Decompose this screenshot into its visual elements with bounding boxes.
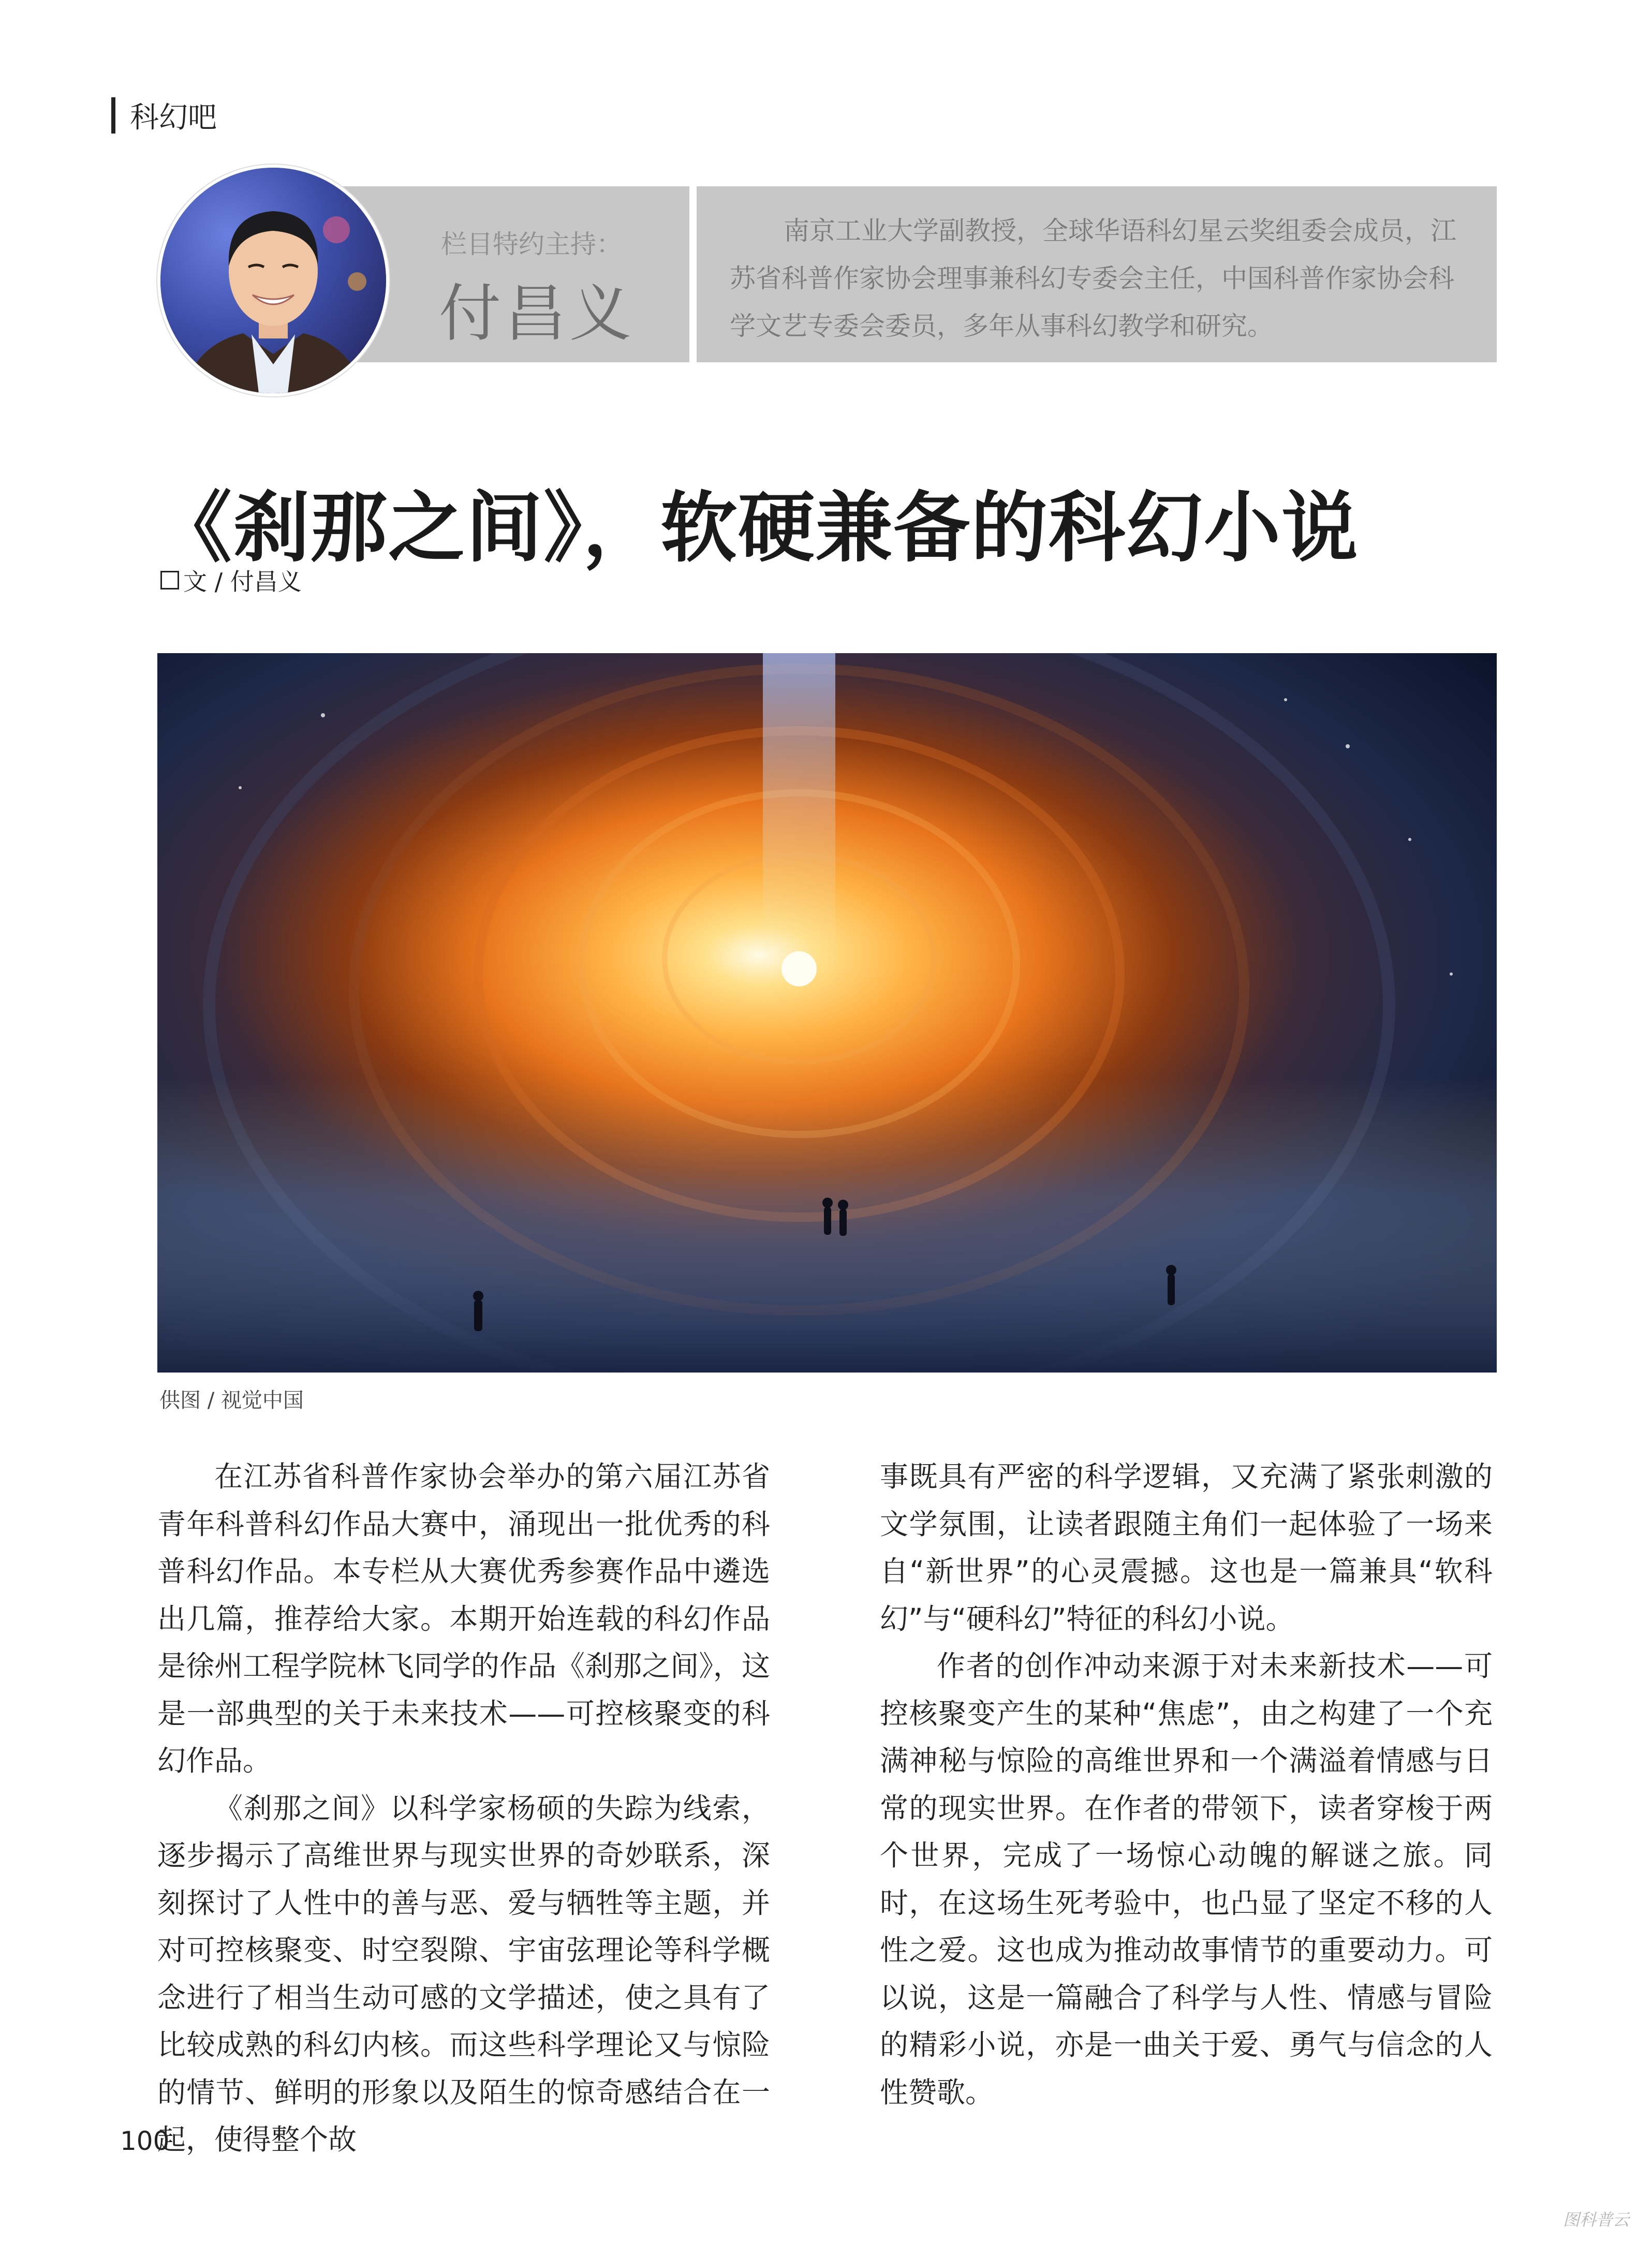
byline-box-icon — [160, 571, 179, 589]
body-paragraph: 《刹那之间》以科学家杨硕的失踪为线索，逐步揭示了高维世界与现实世界的奇妙联系，深刻探讨了人性中的善与恶、爱与牺牲等主题，并对可控核聚变、时空裂隙、宇宙弦理论等科学概念进行了相当生动可感的文学描述，使之具有了比较成熟的科幻内核。而这些科学理论又与惊险的情节、鲜明的形象以及陌生的惊奇感结合在一起，使得整个故 — [157, 1791, 770, 2156]
byline-text: 文 / 付昌义 — [183, 568, 302, 596]
image-credit: 供图 / 视觉中国 — [159, 1389, 304, 1412]
body-column-right — [880, 1453, 1493, 2116]
section-label: 科幻吧 — [130, 101, 217, 135]
body-paragraph: 事既具有严密的科学逻辑，又充满了紧张刺激的文学氛围，让读者跟随主角们一起体验了一场来自“新世界”的心灵震撼。这也是一篇兼具“软科幻”与“硬科幻”特征的科幻小说。 — [880, 1460, 1493, 1635]
host-portrait-image — [160, 168, 386, 393]
hero-image — [157, 653, 1497, 1373]
host-avatar — [157, 165, 389, 396]
host-name: 付昌义 — [439, 278, 635, 350]
body-paragraph: 在江苏省科普作家协会举办的第六届江苏省青年科普科幻作品大赛中，涌现出一批优秀的科普科幻作品。本专栏从大赛优秀参赛作品中遴选出几篇，推荐给大家。本期开始连载的科幻作品是徐州工程学院林飞同学的作品《刹那之间》，这是一部典型的关于未来技术——可控核聚变的科幻作品。 — [157, 1460, 770, 1777]
body-column-left — [157, 1453, 770, 2164]
vortex-illustration — [157, 653, 1497, 1373]
byline — [160, 563, 302, 597]
host-bio: 南京工业大学副教授，全球华语科幻星云奖组委会成员，江苏省科普作家协会理事兼科幻专委会主任，中国科普作家协会科学文艺专委会委员，多年从事科幻教学和研究。 — [730, 216, 1456, 341]
section-divider-bar — [111, 97, 115, 134]
page-number: 100 — [120, 2126, 170, 2156]
host-caption: 栏目特约主持： — [441, 229, 622, 259]
body-paragraph: 作者的创作冲动来源于对未来新技术——可控核聚变产生的某种“焦虑”，由之构建了一个充满神秘与惊险的高维世界和一个满溢着情感与日常的现实世界。在作者的带领下，读者穿梭于两个世界，完成了一场惊心动魄的解谜之旅。同时，在这场生死考验中，也凸显了坚定不移的人性之爱。这也成为推动故事情节的重要动力。可以说，这是一篇融合了科学与人性、情感与冒险的精彩小说，亦是一曲关于爱、勇气与信念的人性赞歌。 — [880, 1649, 1493, 2109]
section-tag — [111, 94, 217, 137]
watermark: 图科普云 — [1563, 2210, 1630, 2230]
article-title: 《刹那之间》，软硬兼备的科幻小说 — [155, 483, 1359, 572]
